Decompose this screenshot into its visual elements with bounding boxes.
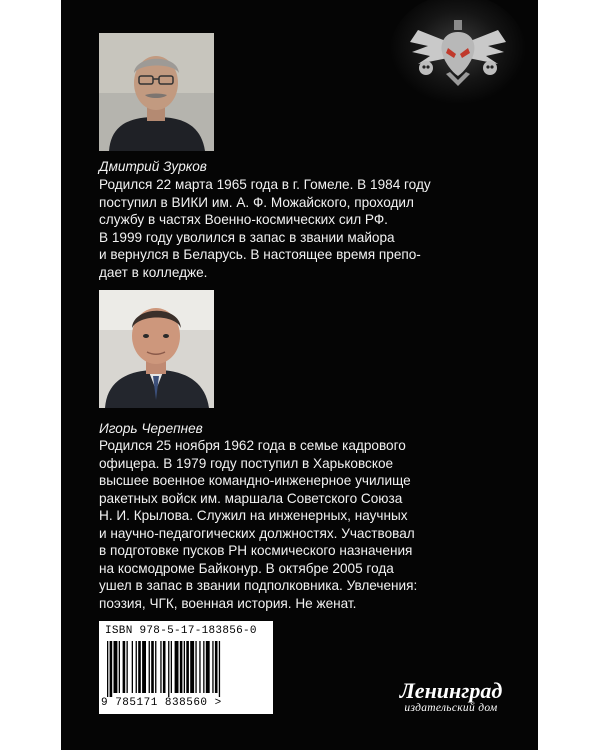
- bio-line: и вернулся в Беларусь. В настоящее время препо-: [99, 247, 421, 262]
- bio-line: на космодроме Байконур. В октябре 2005 года: [99, 560, 394, 576]
- winged-alien-skull-emblem-icon: [388, 0, 528, 115]
- bio-line: высшее военное командно-инженерное училище: [99, 473, 411, 488]
- bio-line: ушел в запас в звании подполковника. Увлечения:: [99, 578, 418, 593]
- author-photo-cherepnev: [99, 290, 214, 408]
- bio-line: офицера. В 1979 году поступил в Харьковское: [99, 455, 394, 471]
- bio-line: службу в частях Военно-космических сил РФ.: [99, 212, 388, 227]
- bio-line: Родился 22 марта 1965 года в г. Гомеле. В 1984 году: [99, 177, 431, 192]
- isbn-barcode-box: [99, 621, 273, 714]
- bio-line: Н. И. Крылова. Служил на инженерных, научных: [99, 508, 408, 523]
- author-name-zurkov: Дмитрий Зурков: [99, 159, 207, 174]
- bio-line: В 1999 году уволился в запас в звании майора: [99, 229, 395, 245]
- author-bio-zurkov: [99, 176, 431, 281]
- publisher-logo: [381, 680, 521, 714]
- bio-line: поступил в ВИКИ им. А. Ф. Можайского, проходил: [99, 194, 414, 210]
- author-bio-cherepnev: [99, 437, 418, 612]
- barcode-digits: 9 785171 838560 >: [101, 697, 222, 709]
- publisher-name: Ленинград: [399, 678, 503, 703]
- bio-line: Родился 25 ноября 1962 года в семье кадрового: [99, 438, 406, 453]
- bio-line: и научно-педагогических должностях. Участвовал: [99, 525, 415, 541]
- barcode-icon: [107, 641, 265, 697]
- author-photo-zurkov: [99, 33, 214, 151]
- bio-line: поэзия, ЧГК, военная история. Не женат.: [99, 595, 357, 611]
- back-cover: [61, 0, 538, 750]
- bio-line: дает в колледже.: [99, 264, 208, 280]
- bio-line: ракетных войск им. маршала Советского Союза: [99, 490, 403, 506]
- bio-line: в подготовке пусков РН космического назначения: [99, 543, 413, 558]
- publisher-subtitle: издательский дом: [404, 702, 498, 714]
- isbn-label: ISBN 978-5-17-183856-0: [105, 625, 257, 637]
- author-name-cherepnev: Игорь Черепнев: [99, 421, 203, 436]
